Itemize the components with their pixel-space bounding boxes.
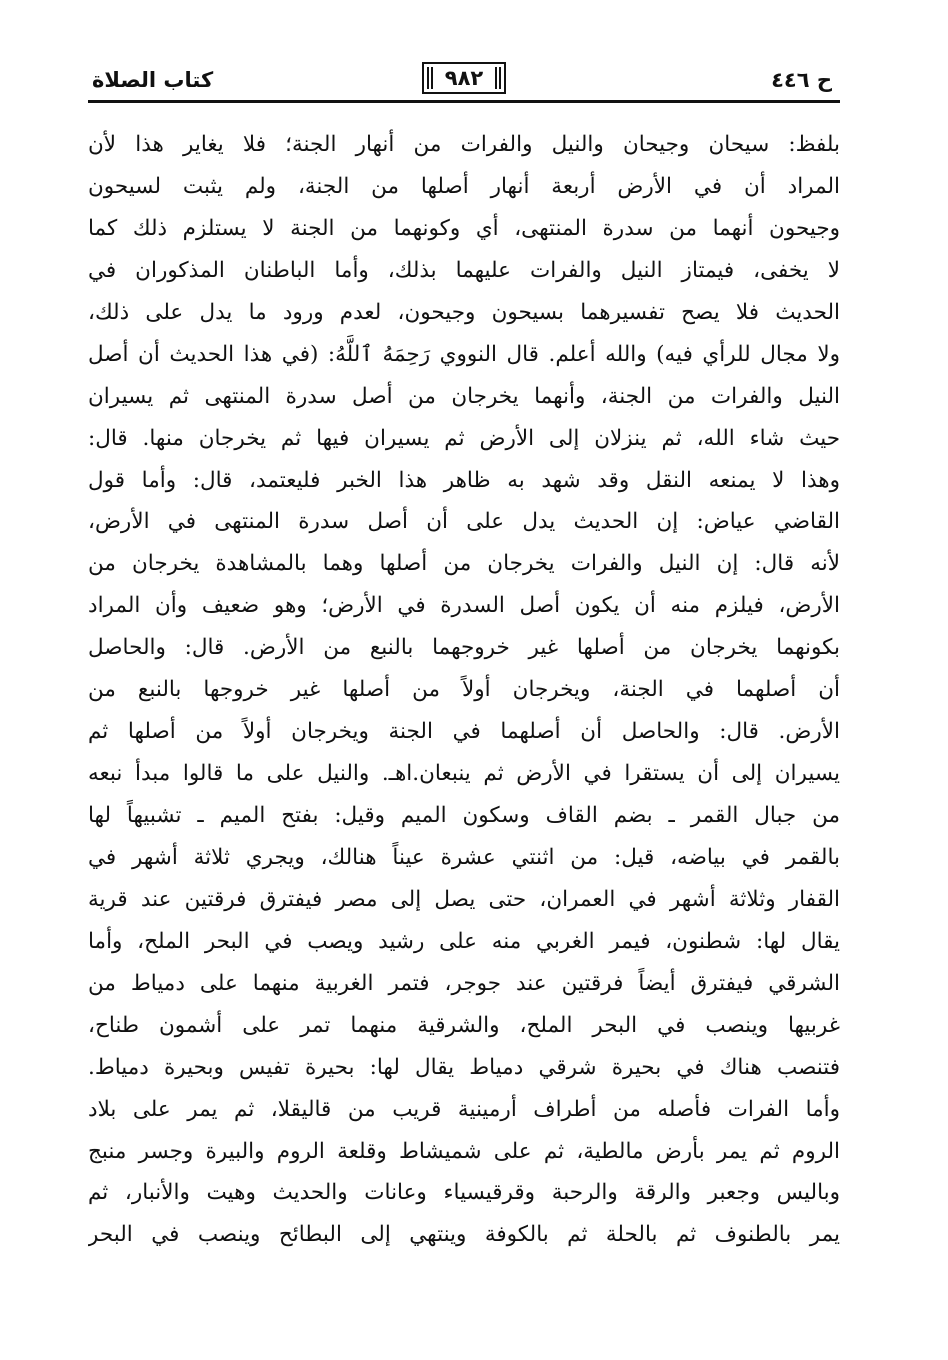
- body-text: [88, 124, 840, 1256]
- text-line: بالقمر في بياضه، قيل: من اثنتي عشرة عيناً هنالك، ويجري ثلاثة أشهر في: [88, 844, 840, 870]
- text-line: يمر بالطنوف ثم بالحلة ثم بالكوفة وينتهي إلى البطائح وينصب في البحر: [88, 1222, 840, 1248]
- text-line: يقال لها: شطنون، فيمر الغربي منه على رشيد ويصب في البحر الملح، وأما: [88, 928, 840, 954]
- header-rule: [88, 100, 840, 103]
- text-line: من جبال القمر ـ بضم القاف وسكون الميم وقيل: بفتح الميم ـ تشبيهاً لها: [88, 803, 840, 828]
- text-line: الأرض. قال: والحاصل أن أصلهما في الجنة ويخرجان أولاً من أصلها ثم: [88, 719, 840, 745]
- text-line: القاضي عياض: إن الحديث يدل على أن أصل سدرة المنتهى في الأرض،: [88, 509, 840, 535]
- text-line: وباليس وجعبر والرقة والرحبة وقرقيسياء وعانات والحديث وهيت والأنبار، ثم: [88, 1180, 840, 1206]
- text-line: ولا مجال للرأي فيه) والله أعلم. قال النووي رَحِمَهُ ٱللَّهُ: (في هذا الحديث أن أصل: [88, 341, 840, 367]
- text-line: وأما الفرات فأصله من أطراف أرمينية قريب من قاليقلا، ثم يمر على بلاد: [88, 1096, 840, 1122]
- text-line: الروم ثم يمر بأرض مالطية، ثم على شميشاط وقلعة الروم والبيرة وجسر منبج: [88, 1138, 840, 1164]
- text-line: فتنصب هناك في بحيرة شرقي دمياط يقال لها: بحيرة تفيس وبحيرة دمياط.: [88, 1054, 840, 1080]
- page-number-frame: [422, 62, 506, 94]
- text-line: لا يخفى، فيمتاز النيل والفرات عليهما بذلك، وأما الباطنان المذكوران في: [88, 257, 840, 283]
- text-line: الشرقي فيفترق أيضاً فرقتين عند جوجر، فتمر الغربية منهما على دمياط من: [88, 970, 840, 996]
- text-line: أن أصلهما في الجنة، ويخرجان أولاً من أصلها غير خروجها بالنبع من: [88, 677, 840, 703]
- text-line: يسيران إلى أن يستقرا في الأرض ثم ينبعان.اهـ. والنيل على ما قالوا مبدأ نبعه: [88, 761, 840, 787]
- text-line: وهذا لا يمنعه النقل وقد شهد به ظاهر هذا الخبر فليعتمد، قال: وأما قول: [88, 467, 840, 493]
- page-number: ٩٨٢: [444, 66, 484, 90]
- text-line: المراد أن في الأرض أربعة أنهار أصلها من الجنة، ولم يثبت لسيحون: [88, 173, 840, 199]
- text-line: الأرض، فيلزم منه أن يكون أصل السدرة في الأرض؛ وهو ضعيف وأن المراد: [88, 593, 840, 619]
- text-line: وجيحون أنهما من سدرة المنتهى، أي وكونهما من الجنة لا يستلزم ذلك كما: [88, 215, 840, 241]
- text-line: القفار وثلاثة أشهر في العمران، حتى يصل إلى مصر فيفترق فرقتين عند قرية: [88, 886, 840, 912]
- text-line: النيل والفرات من الجنة، وأنهما يخرجان من أصل سدرة المنتهى ثم يسيران: [88, 383, 840, 409]
- text-line: بلفظ: سيحان وجيحان والنيل والفرات من أنهار الجنة؛ فلا يغاير هذا لأن: [88, 132, 840, 157]
- text-line: غربيها وينصب في البحر الملح، والشرقية منهما تمر على أشمون طناح،: [88, 1012, 840, 1038]
- text-line: حيث شاء الله، ثم ينزلان إلى الأرض ثم يسيران فيها ثم يخرجان منها. قال:: [88, 425, 840, 451]
- book-title: كتاب الصلاة: [92, 68, 214, 92]
- text-line: بكونهما يخرجان من أصلها غير خروجهما بالنبع من الأرض. قال: والحاصل: [88, 635, 840, 661]
- text-line: الحديث فلا يصح تفسيرهما بسيحون وجيحون، لعدم ورود ما يدل على ذلك،: [88, 299, 840, 325]
- text-line: لأنه قال: إن النيل والفرات يخرجان من أصلها وهما بالمشاهدة يخرجان من: [88, 551, 840, 577]
- page-header: [88, 62, 840, 102]
- page-reference: ح ٤٤٦: [771, 68, 832, 92]
